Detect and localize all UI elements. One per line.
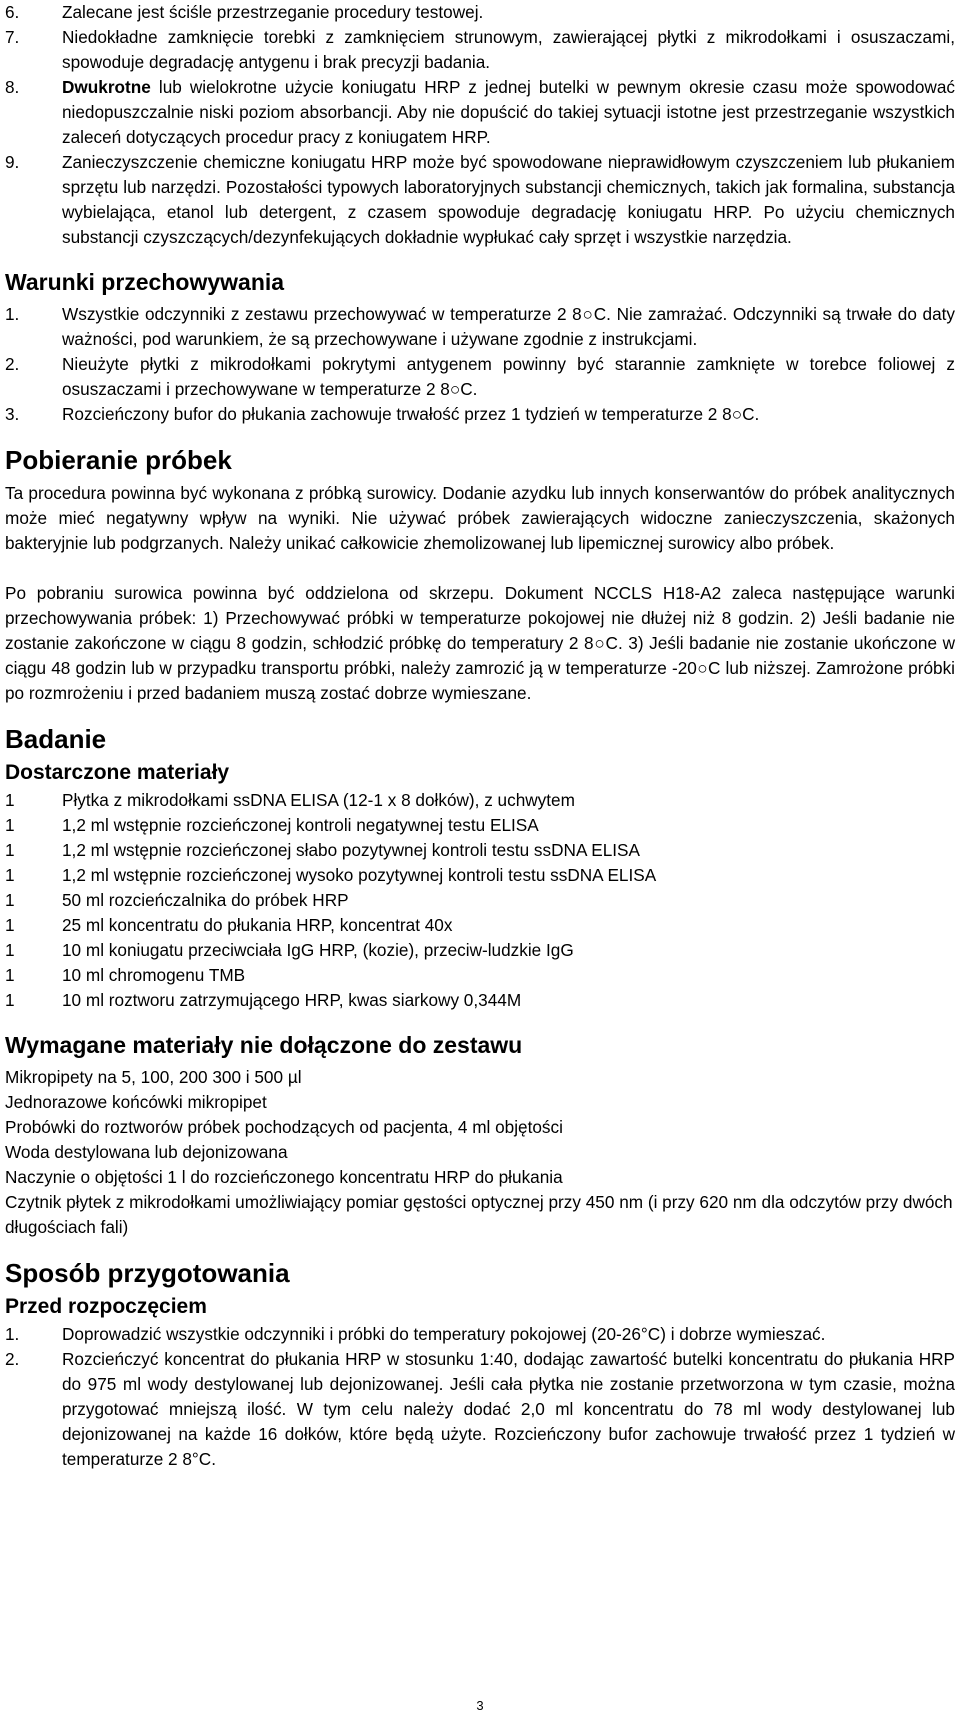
table-row — [5, 813, 656, 838]
list-item: Jednorazowe końcówki mikropipet — [5, 1092, 267, 1112]
item-number: 6. — [5, 2, 20, 22]
item-number: 9. — [5, 152, 20, 172]
list-item: Mikropipety na 5, 100, 200 300 i 500 µl — [5, 1067, 302, 1087]
item-text: Nieużyte płytki z mikrodołkami pokrytymi antygenem powinny być starannie zamknięte w torebce foliowej z osuszaczami i przechowywane w temperaturze 2 8○C. — [62, 354, 955, 399]
paragraph-gap — [5, 556, 955, 581]
list-item: Naczynie o objętości 1 l do rozcieńczonego koncentratu HRP do płukania — [5, 1167, 563, 1187]
preparation-list — [5, 1322, 955, 1472]
material-qty: 1 — [5, 890, 15, 910]
before-start-heading: Przed rozpoczęciem — [5, 1295, 207, 1318]
material-qty: 1 — [5, 815, 15, 835]
table-row — [5, 788, 656, 813]
required-materials-list — [5, 1065, 955, 1240]
list-item — [5, 402, 955, 427]
list-item — [5, 25, 955, 75]
list-item — [5, 352, 955, 402]
material-qty: 1 — [5, 790, 15, 810]
item-number: 3. — [5, 404, 20, 424]
material-name: 25 ml koncentratu do płukania HRP, koncentrat 40x — [62, 915, 453, 935]
item-text: Niedokładne zamknięcie torebki z zamknięciem strunowym, zawierającej płytki z mikrodołkami i osuszaczami, spowoduje degradację antygenu i brak precyzji badania. — [62, 27, 955, 72]
item-bold-text: Dwukrotne — [62, 77, 151, 97]
item-text: Zalecane jest ściśle przestrzeganie procedury testowej. — [62, 2, 484, 22]
item-text: Rozcieńczony bufor do płukania zachowuje trwałość przez 1 tydzień w temperaturze 2 8○C. — [62, 404, 760, 424]
item-text: Doprowadzić wszystkie odczynniki i próbki do temperatury pokojowej (20-26°C) i dobrze wymieszać. — [62, 1324, 826, 1344]
storage-list — [5, 302, 955, 427]
table-row — [5, 963, 656, 988]
material-name: Płytka z mikrodołkami ssDNA ELISA (12-1 x 8 dołków), z uchwytem — [62, 790, 575, 810]
table-row — [5, 863, 656, 888]
materials-table — [5, 788, 656, 1013]
item-text: Rozcieńczyć koncentrat do płukania HRP w stosunku 1:40, dodając zawartość butelki koncentratu do płukania HRP do 975 ml wody destylowanej lub dejonizowanej. Jeśli cała płytka nie zostanie przetworzona w tym czasie, można przygotować mniejszą ilość. W tym celu należy dodać 2,0 ml koncentratu do 78 ml wody destylowanej lub dejonizowanej na każde 16 dołków, które będą użyte. Rozcieńczony bufor zachowuje trwałość przez 1 tydzień w temperaturze 2 8°C. — [62, 1349, 955, 1469]
table-row — [5, 888, 656, 913]
item-number: 8. — [5, 77, 20, 97]
list-item — [5, 75, 955, 150]
item-text: lub wielokrotne użycie koniugatu HRP z jednej butelki w pewnym okresie czasu może spowodować niedopuszczalnie niski poziom absorbancji. Aby nie dopuścić do takiej sytuacji istotne jest przestrzeganie wszystkich zaleceń dotyczących procedur pracy z koniugatem HRP. — [62, 77, 955, 147]
list-item: Woda destylowana lub dejonizowana — [5, 1142, 288, 1162]
material-qty: 1 — [5, 965, 15, 985]
material-name: 1,2 ml wstępnie rozcieńczonej słabo pozytywnej kontroli testu ssDNA ELISA — [62, 840, 640, 860]
list-item: Czytnik płytek z mikrodołkami umożliwiający pomiar gęstości optycznej przy 450 nm (i przy 620 nm dla odczytów przy dwóch długościach fali) — [5, 1192, 953, 1237]
preparation-heading: Sposób przygotowania — [5, 1258, 290, 1288]
list-item — [5, 1347, 955, 1472]
item-number: 1. — [5, 304, 20, 324]
table-row — [5, 913, 656, 938]
table-row — [5, 988, 656, 1013]
item-number: 7. — [5, 27, 20, 47]
sampling-heading: Pobieranie próbek — [5, 445, 232, 475]
list-item — [5, 150, 955, 250]
item-number: 1. — [5, 1324, 20, 1344]
list-item — [5, 1322, 955, 1347]
material-qty: 1 — [5, 990, 15, 1010]
material-name: 50 ml rozcieńczalnika do próbek HRP — [62, 890, 349, 910]
material-qty: 1 — [5, 940, 15, 960]
item-text: Wszystkie odczynniki z zestawu przechowywać w temperaturze 2 8○C. Nie zamrażać. Odczynniki są trwałe do daty ważności, pod warunkiem, że są przechowywane i używane zgodnie z instrukcjami. — [62, 304, 955, 349]
material-qty: 1 — [5, 865, 15, 885]
item-text: Zanieczyszczenie chemiczne koniugatu HRP może być spowodowane nieprawidłowym czyszczeniem lub płukaniem sprzętu lub narzędzi. Pozostałości typowych laboratoryjnych substancji chemicznych, takich jak formalina, substancja wybielająca, etanol lub detergent, z czasem spowoduje degradację koniugatu HRP. Po użyciu chemicznych substancji czyszczących/dezynfekujących dokładnie wypłukać cały sprzęt i wszystkie narzędzia. — [62, 152, 955, 247]
material-qty: 1 — [5, 840, 15, 860]
page-content — [5, 0, 955, 1472]
table-row — [5, 838, 656, 863]
required-materials-heading: Wymagane materiały nie dołączone do zestawu — [5, 1032, 523, 1058]
material-name: 10 ml chromogenu TMB — [62, 965, 246, 985]
material-name: 10 ml koniugatu przeciwciała IgG HRP, (kozie), przeciw-ludzkie IgG — [62, 940, 574, 960]
list-item — [5, 0, 955, 25]
sampling-paragraph-2: Po pobraniu surowica powinna być oddzielona od skrzepu. Dokument NCCLS H18-A2 zaleca następujące warunki przechowywania próbek: 1) Przechowywać próbki w temperaturze pokojowej nie dłużej niż 8 godzin. 2) Jeśli badanie nie zostanie zakończone w ciągu 8 godzin, schłodzić próbkę do temperatury 2 8○C. 3) Jeśli badanie nie zostanie ukończone w ciągu 48 godzin lub w przypadku transportu próbki, należy zamrozić ją w temperaturze -20○C lub niższej. Zamrożone próbki po rozmrożeniu i przed badaniem muszą zostać dobrze wymieszane. — [5, 583, 955, 703]
list-item: Probówki do roztworów próbek pochodzących od pacjenta, 4 ml objętości — [5, 1117, 563, 1137]
precautions-list — [5, 0, 955, 250]
materials-heading: Dostarczone materiały — [5, 761, 230, 784]
item-number: 2. — [5, 354, 20, 374]
item-number: 2. — [5, 1349, 20, 1369]
material-name: 1,2 ml wstępnie rozcieńczonej wysoko pozytywnej kontroli testu ssDNA ELISA — [62, 865, 657, 885]
material-qty: 1 — [5, 915, 15, 935]
storage-heading: Warunki przechowywania — [5, 269, 285, 295]
page-number: 3 — [476, 1698, 484, 1713]
material-name: 10 ml roztworu zatrzymującego HRP, kwas siarkowy 0,344M — [62, 990, 522, 1010]
sampling-paragraph-1: Ta procedura powinna być wykonana z próbką surowicy. Dodanie azydku lub innych konserwantów do próbek analitycznych może mieć negatywny wpływ na wyniki. Nie używać próbek zawierających widoczne zanieczyszczenia, skażonych bakteryjnie lub podgrzanych. Należy unikać całkowicie zhemolizowanej lub lipemicznej surowicy albo próbek. — [5, 483, 955, 553]
list-item — [5, 302, 955, 352]
table-row — [5, 938, 656, 963]
material-name: 1,2 ml wstępnie rozcieńczonej kontroli negatywnej testu ELISA — [62, 815, 539, 835]
assay-heading: Badanie — [5, 724, 107, 754]
